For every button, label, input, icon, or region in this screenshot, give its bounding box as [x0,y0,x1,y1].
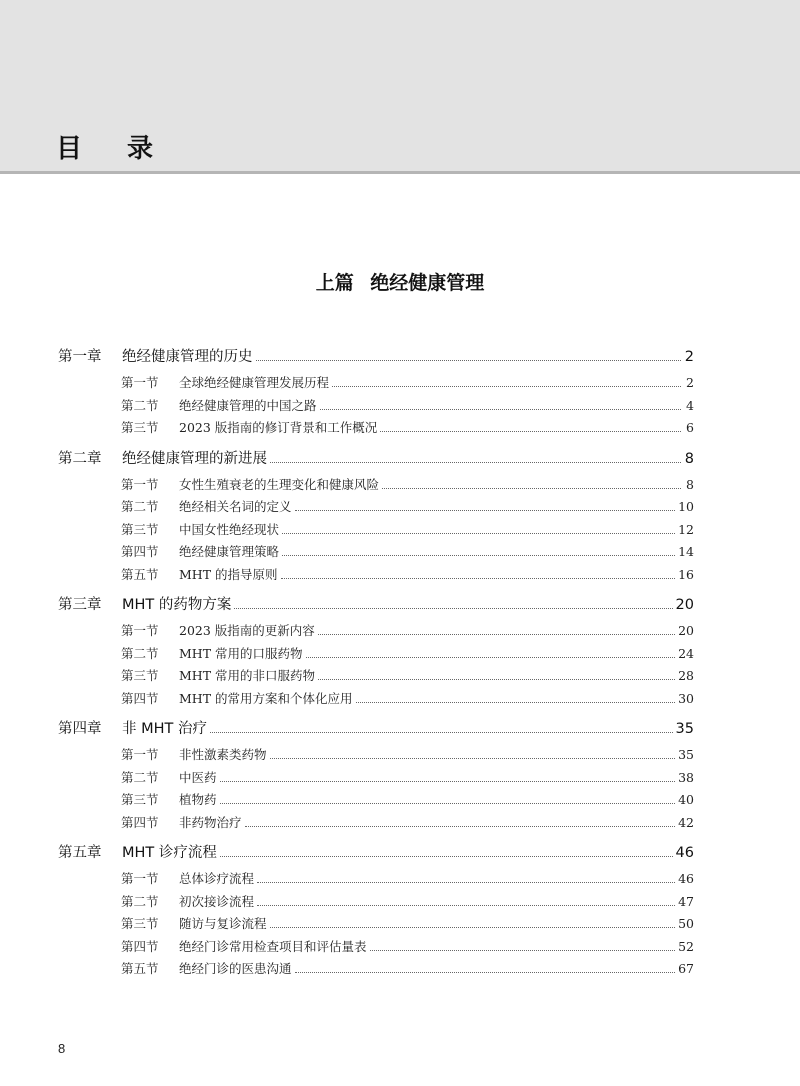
section-page-number: 14 [678,544,694,559]
chapter-title: MHT 诊疗流程 [122,845,217,861]
toc-chapter-entry[interactable] [58,342,694,372]
section-title: 绝经门诊的医患沟通 [179,961,292,976]
section-page-number: 20 [678,623,694,638]
section-page-number: 10 [678,499,694,514]
section-title: 总体诊疗流程 [179,871,255,886]
section-number: 第二节 [121,645,159,661]
dot-leader [220,855,673,857]
section-page-number: 47 [678,893,694,909]
section-number: 第一节 [121,623,159,638]
chapter-number: 第一章 [58,349,102,365]
section-page-number: 52 [678,938,694,954]
section-number: 第二节 [121,397,159,413]
chapter-page-number: 35 [675,721,694,737]
section-title: 绝经相关名词的定义 [179,499,292,514]
toc-section-entry[interactable] [58,812,694,835]
footer-page-number: 8 [58,1041,66,1056]
toc-section-entry[interactable] [58,868,694,891]
section-page-number: 67 [678,961,694,976]
section-page-number: 30 [678,690,694,706]
section-page-number: 38 [678,769,694,785]
section-title: 植物药 [179,792,217,807]
section-number: 第二节 [121,499,159,514]
chapter-title: 非 MHT 治疗 [122,721,207,737]
section-page-number: 42 [678,814,694,830]
chapter-number: 第四章 [58,721,102,737]
dot-leader [356,701,676,703]
chapter-group [58,590,694,710]
part-title: 上篇 绝经健康管理 [315,272,485,294]
dot-leader [332,385,681,387]
toc-section-entry[interactable] [58,541,694,564]
dot-leader [295,971,676,973]
toc-section-entry[interactable] [58,395,694,418]
dot-leader [270,757,676,759]
chapter-group [58,342,694,440]
dot-leader [282,554,675,556]
toc-chapter-entry[interactable] [58,444,694,474]
dot-leader [382,487,681,489]
section-page-number: 46 [678,871,694,886]
toc-section-entry[interactable] [58,688,694,711]
section-page-number: 8 [686,476,694,492]
dot-leader [210,731,673,733]
toc-section-entry[interactable] [58,767,694,790]
section-page-number: 24 [678,645,694,661]
toc-section-entry[interactable] [58,474,694,497]
section-title: 初次接诊流程 [179,893,255,909]
section-title: 绝经门诊常用检查项目和评估量表 [179,938,367,954]
toc-chapter-entry[interactable] [58,838,694,868]
section-number: 第三节 [121,668,159,683]
section-title: 非药物治疗 [179,814,242,830]
section-title: 2023 版指南的修订背景和工作概况 [179,420,378,435]
dot-leader [282,532,675,534]
dot-leader [320,408,681,410]
header-divider [0,171,800,174]
section-number: 第五节 [121,566,159,582]
section-title: 随访与复诊流程 [179,916,267,931]
section-number: 第四节 [121,814,159,830]
chapter-number: 第五章 [58,845,102,861]
chapter-page-number: 20 [675,597,694,613]
toc-section-entry[interactable] [58,665,694,688]
dot-leader [220,802,676,804]
toc-section-entry[interactable] [58,958,694,981]
table-of-contents [58,342,694,985]
dot-leader [318,678,675,680]
dot-leader [220,780,676,782]
section-number: 第三节 [121,916,159,931]
chapter-title: 绝经健康管理的历史 [122,349,253,365]
toc-section-entry[interactable] [58,913,694,936]
dot-leader [257,904,675,906]
section-title: 中医药 [179,769,217,785]
section-number: 第一节 [121,476,159,492]
section-title: MHT 常用的口服药物 [179,645,303,661]
toc-section-entry[interactable] [58,417,694,440]
dot-leader [306,656,676,658]
section-number: 第一节 [121,747,159,762]
section-number: 第三节 [121,521,159,537]
section-page-number: 40 [678,792,694,807]
chapter-group [58,444,694,587]
section-page-number: 28 [678,668,694,683]
dot-leader [295,509,676,511]
section-title: 绝经健康管理的中国之路 [179,397,317,413]
section-number: 第一节 [121,871,159,886]
section-page-number: 4 [686,397,694,413]
section-title: MHT 的常用方案和个体化应用 [179,690,353,706]
chapter-title: MHT 的药物方案 [122,597,232,613]
section-title: 非性激素类药物 [179,747,267,762]
dot-leader [257,881,675,883]
section-title: MHT 常用的非口服药物 [179,668,316,683]
dot-leader [234,607,672,609]
toc-section-entry[interactable] [58,643,694,666]
dot-leader [256,359,682,361]
dot-leader [380,430,681,432]
toc-section-entry[interactable] [58,744,694,767]
section-number: 第四节 [121,544,159,559]
section-number: 第三节 [121,420,159,435]
dot-leader [245,825,676,827]
chapter-title: 绝经健康管理的新进展 [122,450,267,467]
section-number: 第四节 [121,938,159,954]
section-title: 绝经健康管理策略 [179,544,280,559]
toc-section-entry[interactable] [58,789,694,812]
toc-section-entry[interactable] [58,519,694,542]
toc-section-entry[interactable] [58,496,694,519]
section-title: 中国女性绝经现状 [179,521,280,537]
chapter-group [58,838,694,981]
dot-leader [270,461,681,463]
toc-section-entry[interactable] [58,891,694,914]
section-page-number: 12 [678,521,694,537]
toc-section-entry[interactable] [58,936,694,959]
section-number: 第二节 [121,769,159,785]
section-title: 2023 版指南的更新内容 [179,623,315,638]
chapter-number: 第三章 [58,597,102,613]
section-number: 第三节 [121,792,159,807]
section-title: MHT 的指导原则 [179,566,278,582]
dot-leader [270,926,676,928]
dot-leader [318,633,675,635]
chapter-page-number: 2 [684,349,694,365]
chapter-page-number: 8 [684,450,694,467]
section-page-number: 2 [686,375,694,390]
section-number: 第二节 [121,893,159,909]
toc-chapter-entry[interactable] [58,714,694,744]
section-number: 第一节 [121,375,159,390]
chapter-page-number: 46 [675,845,694,861]
section-number: 第四节 [121,690,159,706]
toc-section-entry[interactable] [58,620,694,643]
toc-section-entry[interactable] [58,372,694,395]
section-page-number: 35 [678,747,694,762]
section-title: 全球绝经健康管理发展历程 [179,375,330,390]
toc-section-entry[interactable] [58,564,694,587]
toc-chapter-entry[interactable] [58,590,694,620]
section-page-number: 6 [686,420,694,435]
section-page-number: 50 [678,916,694,931]
section-number: 第五节 [121,961,159,976]
chapter-group [58,714,694,834]
section-page-number: 16 [678,566,694,582]
dot-leader [370,949,676,951]
chapter-number: 第二章 [58,450,102,467]
section-title: 女性生殖衰老的生理变化和健康风险 [179,476,380,492]
dot-leader [281,577,676,579]
page-title: 目 录 [56,134,172,164]
